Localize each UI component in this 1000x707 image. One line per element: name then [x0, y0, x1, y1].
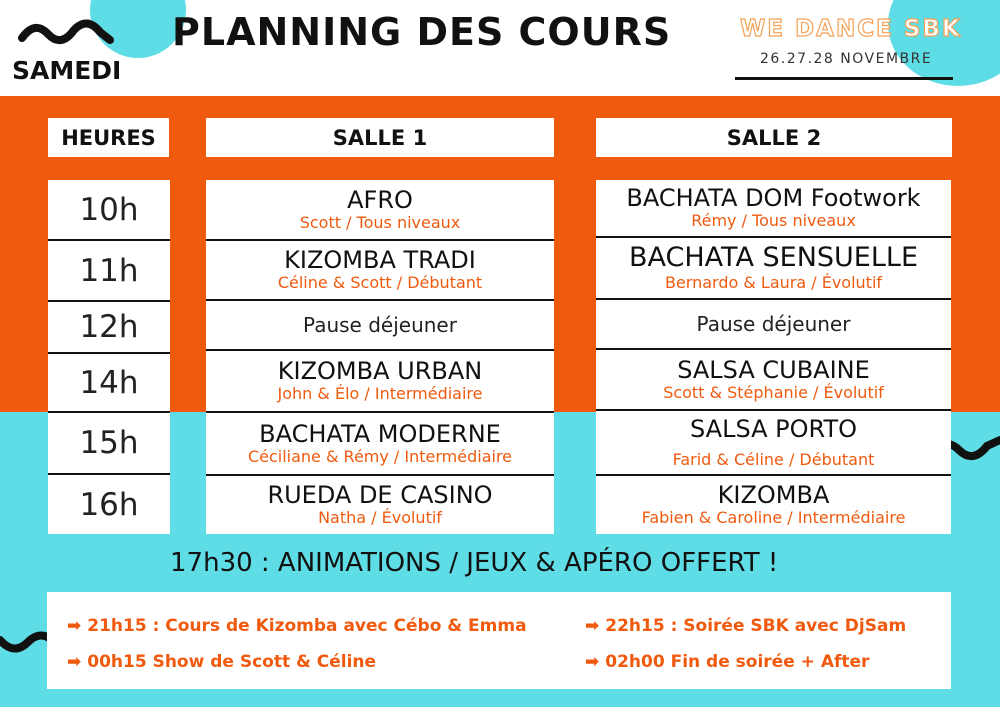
arrow-right-icon: ➡	[585, 652, 600, 672]
room2-column	[596, 180, 951, 534]
course-teacher: Natha / Évolutif	[318, 508, 442, 527]
course-name: BACHATA DOM Footwork	[626, 184, 921, 212]
hour-label: 15h	[79, 425, 139, 461]
decorative-circle-right	[888, 0, 1000, 86]
course-name: BACHATA SENSUELLE	[629, 242, 918, 273]
course-teacher: Rémy / Tous niveaux	[691, 211, 856, 230]
hour-label: 12h	[79, 309, 139, 345]
evening-item	[67, 616, 527, 636]
course-teacher: Bernardo & Laura / Évolutif	[664, 273, 883, 292]
event-name: WE DANCE SBK	[740, 16, 962, 42]
course-cell	[206, 413, 554, 476]
hours-column	[48, 180, 170, 534]
hour-cell	[48, 302, 170, 354]
course-name: KIZOMBA	[717, 481, 830, 509]
arrow-right-icon: ➡	[67, 616, 82, 636]
course-name: KIZOMBA TRADI	[284, 246, 476, 274]
pause-label: Pause déjeuner	[696, 312, 851, 336]
course-cell	[596, 238, 951, 300]
hour-cell	[48, 413, 170, 475]
course-cell	[206, 241, 554, 301]
hours-column-header: HEURES	[48, 118, 169, 157]
course-name: BACHATA MODERNE	[259, 419, 501, 448]
room1-column	[206, 180, 554, 534]
arrow-right-icon: ➡	[585, 616, 600, 636]
evening-item	[67, 652, 376, 672]
event-underline	[735, 77, 953, 80]
course-name: AFRO	[347, 185, 413, 214]
evening-item-text: 02h00 Fin de soirée + After	[605, 652, 870, 672]
day-label: SAMEDI	[12, 56, 122, 85]
course-name: SALSA PORTO	[689, 414, 858, 443]
animations-banner: 17h30 : ANIMATIONS / JEUX & APÉRO OFFERT !	[170, 548, 779, 578]
course-teacher: Céline & Scott / Débutant	[277, 273, 483, 292]
course-cell	[206, 476, 554, 534]
room1-column-header: SALLE 1	[206, 118, 554, 157]
course-cell	[596, 476, 951, 534]
evening-item-text: 22h15 : Soirée SBK avec DjSam	[605, 616, 907, 636]
course-teacher: Scott / Tous niveaux	[299, 212, 461, 232]
course-name: RUEDA DE CASINO	[267, 481, 493, 509]
evening-program-box	[47, 592, 951, 689]
hour-label: 11h	[79, 252, 139, 289]
evening-item-text: 21h15 : Cours de Kizomba avec Cébo & Emma	[87, 616, 527, 636]
evening-item-text: 00h15 Show de Scott & Céline	[87, 652, 377, 672]
hour-cell	[48, 241, 170, 302]
pause-cell	[206, 301, 554, 351]
course-cell	[206, 351, 554, 413]
course-cell	[596, 411, 951, 476]
hour-label: 10h	[79, 191, 139, 228]
pause-cell	[596, 300, 951, 350]
course-teacher: Scott & Stéphanie / Évolutif	[663, 382, 884, 402]
event-dates: 26.27.28 NOVEMBRE	[760, 51, 933, 67]
arrow-right-icon: ➡	[67, 652, 82, 672]
hour-label: 16h	[79, 486, 139, 523]
course-teacher: Céciliane & Rémy / Intermédiaire	[247, 446, 513, 466]
hour-cell	[48, 180, 170, 241]
hour-label: 14h	[79, 364, 139, 401]
course-teacher: John & Élo / Intermédiaire	[277, 384, 483, 403]
hour-cell	[48, 475, 170, 534]
room2-column-header: SALLE 2	[596, 118, 952, 157]
course-teacher: Farid & Céline / Débutant	[672, 449, 875, 469]
course-cell	[596, 350, 951, 411]
pause-label: Pause déjeuner	[303, 313, 457, 337]
course-name: KIZOMBA URBAN	[277, 357, 483, 385]
course-name: SALSA CUBAINE	[677, 355, 870, 384]
evening-item	[585, 616, 906, 636]
page-title: PLANNING DES COURS	[172, 10, 672, 54]
squiggle-top-left-icon	[18, 18, 114, 46]
course-teacher: Fabien & Caroline / Intermédiaire	[641, 508, 906, 527]
course-cell	[596, 180, 951, 238]
evening-item	[585, 652, 869, 672]
course-cell	[206, 180, 554, 241]
hour-cell	[48, 354, 170, 413]
